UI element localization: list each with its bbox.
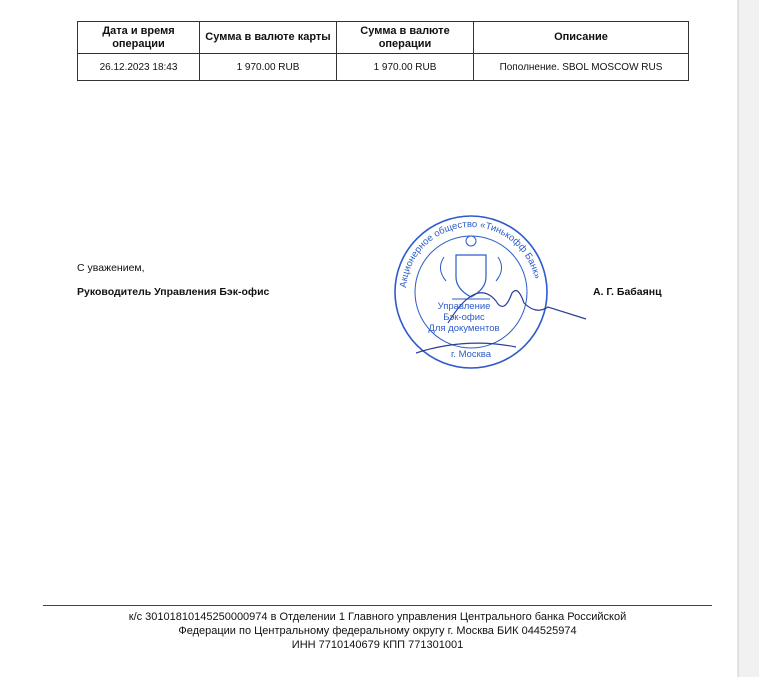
header-description: Описание [474,22,689,54]
signer-name: А. Г. Бабаянц [593,286,662,298]
footer-divider [43,605,712,606]
footer-line-2: Федерации по Центральному федеральному округу г. Москва БИК 044525974 [178,625,577,637]
regards-text: С уважением, [77,262,145,274]
bank-stamp-seal [386,207,591,369]
header-card-amount: Сумма в валюте карты [200,22,337,54]
stamp-ring-text: Акционерное общество «Тинькофф Банк» [398,218,543,289]
header-op-amount: Сумма в валюте операции [337,22,474,54]
footer-bank-details [43,610,712,652]
header-datetime: Дата и время операции [78,22,200,54]
stamp-inner-line-1: Управление [437,301,491,312]
stamp-city: г. Москва [450,349,492,360]
operations-table [77,21,689,81]
footer-line-1: к/с 30101810145250000974 в Отделении 1 Главного управления Центрального банка Российской [128,611,627,623]
table-header-row [78,22,689,54]
stamp-inner-line-3: Для документов [428,323,500,334]
footer-line-3: ИНН 7710140679 КПП 771301001 [291,639,464,651]
cell-datetime: 26.12.2023 18:43 [78,54,200,81]
signer-title: Руководитель Управления Бэк-офис [77,286,270,298]
cell-op-amount: 1 970.00 RUB [337,54,474,81]
vertical-scrollbar[interactable] [738,0,759,677]
cell-card-amount: 1 970.00 RUB [200,54,337,81]
stamp-inner-line-2: Бэк-офис [443,312,485,323]
table-row [78,54,689,81]
cell-description: Пополнение. SBOL MOSCOW RUS [474,54,689,81]
